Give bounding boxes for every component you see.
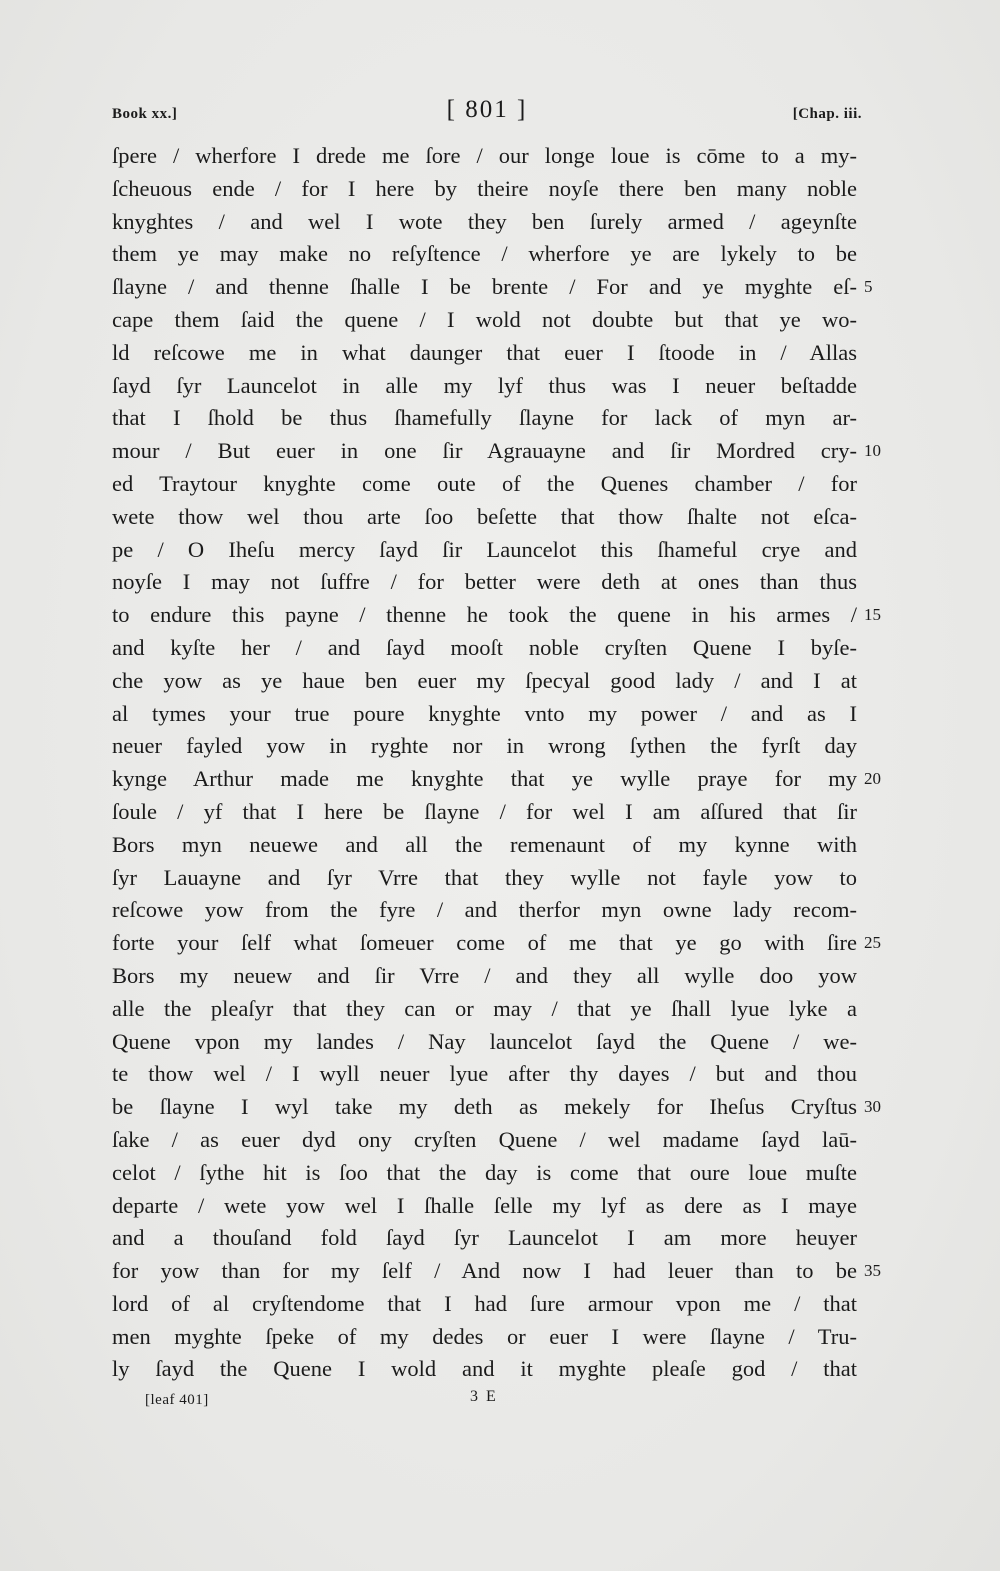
text-line-content: mour / But euer in one ſir Agrauayne and ſir Mordred cry- (112, 438, 857, 464)
text-line (112, 862, 857, 895)
line-number: 15 (864, 605, 881, 625)
text-line-content: be ſlayne I wyl take my deth as mekely for Iheſus Cryſtus (112, 1094, 857, 1120)
chapter-number: [Chap. iii. (792, 106, 862, 122)
line-number: 30 (864, 1097, 881, 1117)
text-line (112, 960, 857, 993)
text-line (112, 206, 857, 239)
text-line (112, 796, 857, 829)
text-line (112, 534, 857, 567)
text-line-content: ſake / as euer dyd ony cryſten Quene / wel madame ſayd laū- (112, 1126, 857, 1152)
text-line (112, 1353, 857, 1386)
text-line-content: forte your ſelf what ſomeuer come of me that ye go with ſire (112, 930, 857, 956)
text-line (112, 632, 857, 665)
text-line (112, 1026, 857, 1059)
text-line-content: Bors myn neuewe and all the remenaunt of my kynne with (112, 831, 857, 857)
text-line (112, 238, 857, 271)
text-line-content: noyſe I may not ſuffre / for better were deth at ones than thus (112, 569, 857, 595)
text-line (112, 1124, 857, 1157)
text-line-content: ſpere / wherfore I drede me ſore / our longe loue is cōme to a my- (112, 143, 857, 168)
text-line (112, 1255, 881, 1288)
text-line (112, 173, 857, 206)
page-number: [ 801 ] (446, 96, 528, 123)
text-line-content: pe / O Iheſu mercy ſayd ſir Launcelot this ſhameful crye and (112, 536, 857, 562)
signature-mark: 3 E (470, 1388, 498, 1405)
text-line-content: ſcheuous ende / for I here by theire noyſe there ben many noble (112, 175, 857, 201)
text-line-content: lord of al cryſtendome that I had ſure armour vpon me / that (112, 1290, 857, 1316)
text-line-content: kynge Arthur made me knyghte that ye wylle praye for my (112, 766, 857, 792)
text-line (112, 271, 873, 304)
line-number: 35 (864, 1261, 881, 1281)
text-line-content: Quene vpon my landes / Nay launcelot ſayd the Quene / we- (112, 1028, 857, 1054)
text-line (112, 927, 881, 960)
text-line-content: ed Traytour knyghte come oute of the Quenes chamber / for (112, 470, 857, 496)
text-line-content: knyghtes / and wel I wote they ben ſurely armed / ageynſte (112, 208, 857, 234)
line-number: 5 (864, 277, 873, 297)
leaf-note: [leaf 401] (145, 1392, 209, 1408)
text-line (112, 435, 881, 468)
text-line (112, 501, 857, 534)
text-line-content: cape them ſaid the quene / I wold not doubte but that ye wo- (112, 306, 857, 332)
text-line (112, 993, 857, 1026)
text-line (112, 1091, 881, 1124)
text-line-content: ſlayne / and thenne ſhalle I be brente / For and ye myghte eſ- (112, 274, 857, 300)
text-line-content: that I ſhold be thus ſhamefully ſlayne for lack of myn ar- (112, 405, 857, 431)
text-line (112, 140, 857, 173)
text-line (112, 829, 857, 862)
text-line (112, 1157, 857, 1190)
text-line (112, 763, 881, 796)
text-line-content: for yow than for my ſelf / And now I had leuer than to be (112, 1258, 857, 1284)
text-line-content: to endure this payne / thenne he took the quene in his armes / (112, 602, 857, 628)
text-line-content: che yow as ye haue ben euer my ſpecyal good lady / and I at (112, 667, 857, 693)
text-line (112, 1288, 857, 1321)
book-number: Book xx.] (112, 106, 178, 122)
text-line-content: and kyſte her / and ſayd mooſt noble cryſten Quene I byſe- (112, 634, 857, 660)
text-line-content: ly ſayd the Quene I wold and it myghte pleaſe god / that (112, 1356, 857, 1382)
page-footer (112, 1388, 857, 1418)
text-line-content: alle the pleaſyr that they can or may / that ye ſhall lyue lyke a (112, 995, 857, 1021)
text-line-content: ſayd ſyr Launcelot in alle my lyf thus was I neuer beſtadde (112, 372, 857, 398)
text-line-content: wete thow wel thou arte ſoo beſette that thow ſhalte not eſca- (112, 503, 857, 529)
text-line (112, 402, 857, 435)
text-line-content: them ye may make no reſyſtence / wherfore ye are lykely to be (112, 241, 857, 267)
text-line (112, 698, 857, 731)
text-line-content: ſyr Lauayne and ſyr Vrre that they wylle not fayle yow to (112, 864, 857, 890)
text-line (112, 468, 857, 501)
text-line-content: Bors my neuew and ſir Vrre / and they all wylle doo yow (112, 962, 857, 988)
line-number: 20 (864, 769, 881, 789)
text-line-content: te thow wel / I wyll neuer lyue after thy dayes / but and thou (112, 1061, 857, 1087)
text-line-content: reſcowe yow from the fyre / and therfor myn owne lady recom- (112, 897, 857, 923)
text-line (112, 894, 857, 927)
body-text (112, 140, 881, 1386)
text-line (112, 370, 857, 403)
running-head (112, 96, 862, 136)
text-line (112, 304, 857, 337)
line-number: 25 (864, 933, 881, 953)
text-line (112, 1321, 857, 1354)
text-line (112, 665, 857, 698)
text-line (112, 566, 857, 599)
text-line-content: and a thouſand fold ſayd ſyr Launcelot I am more heuyer (112, 1225, 857, 1251)
text-line-content: ld reſcowe me in what daunger that euer I ſtoode in / Allas (112, 339, 857, 365)
text-line (112, 730, 857, 763)
text-line-content: men myghte ſpeke of my dedes or euer I were ſlayne / Tru- (112, 1323, 857, 1349)
text-line-content: celot / ſythe hit is ſoo that the day is come that oure loue muſte (112, 1159, 857, 1185)
text-line (112, 337, 857, 370)
text-line-content: departe / wete yow wel I ſhalle ſelle my lyf as dere as I maye (112, 1192, 857, 1218)
text-line (112, 1058, 857, 1091)
text-line-content: neuer fayled yow in ryghte nor in wrong ſythen the fyrſt day (112, 733, 857, 759)
line-number: 10 (864, 441, 881, 461)
text-line (112, 599, 881, 632)
text-line (112, 1190, 857, 1223)
text-line (112, 1222, 857, 1255)
text-line-content: ſoule / yf that I here be ſlayne / for wel I am aſſured that ſir (112, 798, 857, 824)
text-line-content: al tymes your true poure knyghte vnto my power / and as I (112, 700, 857, 726)
